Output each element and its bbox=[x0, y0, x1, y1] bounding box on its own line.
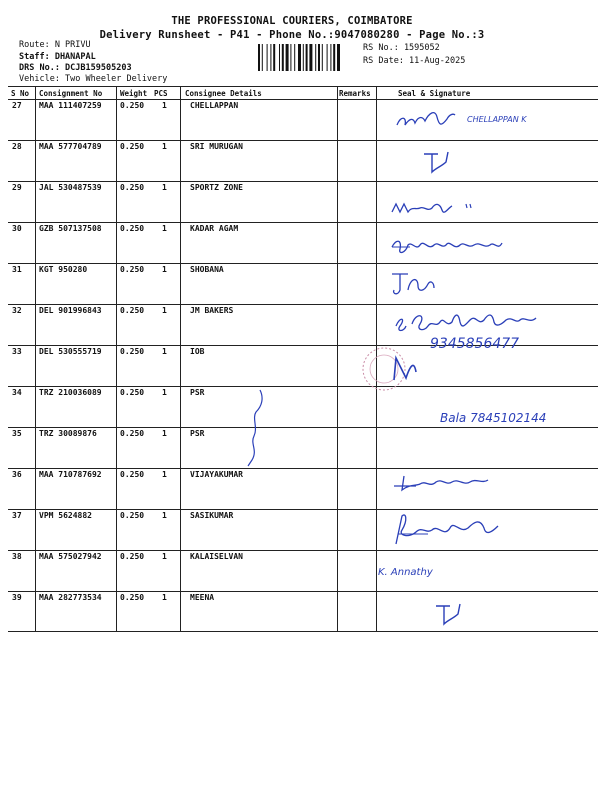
row-divider bbox=[8, 222, 598, 223]
cell-consignee: KADAR AGAM bbox=[190, 224, 239, 233]
staff-label: Staff: DHANAPAL bbox=[19, 52, 96, 62]
row-divider bbox=[8, 386, 598, 387]
barcode-image bbox=[257, 44, 357, 71]
cell-consignee: SRI MURUGAN bbox=[190, 142, 243, 151]
cell-pcs: 1 bbox=[162, 470, 167, 479]
cell-weight: 0.250 bbox=[120, 183, 145, 192]
cell-weight: 0.250 bbox=[120, 142, 145, 151]
column-header-pcs: PCS bbox=[154, 89, 168, 98]
company-title: THE PROFESSIONAL COURIERS, COIMBATORE bbox=[171, 15, 413, 27]
cell-consignment-no: KGT 950280 bbox=[39, 265, 88, 274]
cell-pcs: 1 bbox=[162, 347, 167, 356]
cell-consignment-no: DEL 530555719 bbox=[39, 347, 102, 356]
vehicle-label: Vehicle: Two Wheeler Delivery bbox=[19, 74, 168, 84]
cell-consignee: CHELLAPPAN bbox=[190, 101, 239, 110]
cell-consignee: SASIKUMAR bbox=[190, 511, 234, 520]
cell-pcs: 1 bbox=[162, 265, 167, 274]
cell-sno: 35 bbox=[12, 429, 22, 438]
cell-consignment-no: TRZ 30089876 bbox=[39, 429, 97, 438]
cell-weight: 0.250 bbox=[120, 429, 145, 438]
runsheet-subtitle: Delivery Runsheet - P41 - Phone No.:9047080280 - Page No.:3 bbox=[99, 29, 485, 41]
cell-consignee: JM BAKERS bbox=[190, 306, 234, 315]
cell-sno: 27 bbox=[12, 101, 22, 110]
cell-consignee: MEENA bbox=[190, 593, 215, 602]
svg-text:9345856477: 9345856477 bbox=[430, 336, 520, 352]
cell-sno: 36 bbox=[12, 470, 22, 479]
signature-image bbox=[390, 470, 500, 496]
cell-consignee: SPORTZ ZONE bbox=[190, 183, 243, 192]
cell-weight: 0.250 bbox=[120, 552, 145, 561]
cell-consignment-no: TRZ 210036089 bbox=[39, 388, 102, 397]
cell-consignee: SHOBANA bbox=[190, 265, 224, 274]
cell-sno: 30 bbox=[12, 224, 22, 233]
signature-image bbox=[388, 268, 438, 300]
cell-weight: 0.250 bbox=[120, 470, 145, 479]
cell-sno: 28 bbox=[12, 142, 22, 151]
cell-sno: 37 bbox=[12, 511, 22, 520]
cell-pcs: 1 bbox=[162, 101, 167, 110]
cell-weight: 0.250 bbox=[120, 388, 145, 397]
cell-consignment-no: JAL 530487539 bbox=[39, 183, 102, 192]
signature-text-bala: Bala 7845102144 bbox=[440, 411, 547, 425]
table-bottom-border bbox=[8, 631, 598, 632]
signature-text-chellappan: CHELLAPPAN K bbox=[467, 115, 527, 124]
cell-pcs: 1 bbox=[162, 388, 167, 397]
cell-weight: 0.250 bbox=[120, 347, 145, 356]
cell-consignment-no: MAA 282773534 bbox=[39, 593, 102, 602]
column-header-weight: Weight bbox=[120, 89, 148, 98]
cell-consignment-no: MAA 577704789 bbox=[39, 142, 102, 151]
row-divider bbox=[8, 263, 598, 264]
cell-consignee: PSR bbox=[190, 388, 205, 397]
cell-weight: 0.250 bbox=[120, 101, 145, 110]
cell-consignee: KALAISELVAN bbox=[190, 552, 243, 561]
cell-weight: 0.250 bbox=[120, 265, 145, 274]
cell-sno: 32 bbox=[12, 306, 22, 315]
cell-pcs: 1 bbox=[162, 142, 167, 151]
signature-image bbox=[395, 105, 475, 135]
signature-image bbox=[388, 196, 478, 222]
table-top-border bbox=[8, 86, 598, 87]
route-label: Route: N PRIVU bbox=[19, 40, 91, 50]
signature-image bbox=[420, 148, 460, 176]
cell-consignment-no: GZB 507137508 bbox=[39, 224, 102, 233]
cell-weight: 0.250 bbox=[120, 224, 145, 233]
signature-image bbox=[432, 600, 468, 630]
cell-sno: 33 bbox=[12, 347, 22, 356]
signature-image bbox=[388, 508, 518, 552]
cell-weight: 0.250 bbox=[120, 511, 145, 520]
cell-pcs: 1 bbox=[162, 552, 167, 561]
cell-sno: 38 bbox=[12, 552, 22, 561]
cell-consignment-no: MAA 710787692 bbox=[39, 470, 102, 479]
cell-consignee: IOB bbox=[190, 347, 205, 356]
cell-pcs: 1 bbox=[162, 429, 167, 438]
row-divider bbox=[8, 181, 598, 182]
cell-consignee: VIJAYAKUMAR bbox=[190, 470, 243, 479]
column-header-consignment: Consignment No bbox=[39, 89, 103, 98]
cell-sno: 39 bbox=[12, 593, 22, 602]
column-header-consignee: Consignee Details bbox=[185, 89, 262, 98]
cell-weight: 0.250 bbox=[120, 306, 145, 315]
row-divider bbox=[8, 591, 598, 592]
rs-date: RS Date: 11-Aug-2025 bbox=[363, 56, 466, 66]
cell-consignment-no: MAA 575027942 bbox=[39, 552, 102, 561]
cell-pcs: 1 bbox=[162, 593, 167, 602]
cell-sno: 29 bbox=[12, 183, 22, 192]
signature-text-annathy: K. Annathy bbox=[378, 567, 433, 578]
column-header-seal-signature: Seal & Signature bbox=[398, 89, 471, 98]
signature-image bbox=[390, 352, 420, 384]
cell-sno: 31 bbox=[12, 265, 22, 274]
drs-number: DRS No.: DCJB159505203 bbox=[19, 63, 132, 73]
cell-consignment-no: VPM 5624882 bbox=[39, 511, 92, 520]
cell-pcs: 1 bbox=[162, 511, 167, 520]
column-header-remarks: Remarks bbox=[339, 89, 371, 98]
row-divider bbox=[8, 427, 598, 428]
cell-pcs: 1 bbox=[162, 306, 167, 315]
signature-image bbox=[240, 388, 270, 468]
cell-weight: 0.250 bbox=[120, 593, 145, 602]
cell-consignee: PSR bbox=[190, 429, 205, 438]
table-header-border bbox=[8, 99, 598, 100]
cell-consignment-no: DEL 901996843 bbox=[39, 306, 102, 315]
cell-pcs: 1 bbox=[162, 224, 167, 233]
row-divider bbox=[8, 140, 598, 141]
row-divider bbox=[8, 468, 598, 469]
rs-number: RS No.: 1595052 bbox=[363, 43, 440, 53]
signature-image bbox=[392, 306, 562, 354]
signature-image bbox=[388, 233, 518, 259]
column-header-sno: S No bbox=[11, 89, 30, 98]
cell-sno: 34 bbox=[12, 388, 22, 397]
cell-consignment-no: MAA 111407259 bbox=[39, 101, 102, 110]
row-divider bbox=[8, 304, 598, 305]
cell-pcs: 1 bbox=[162, 183, 167, 192]
